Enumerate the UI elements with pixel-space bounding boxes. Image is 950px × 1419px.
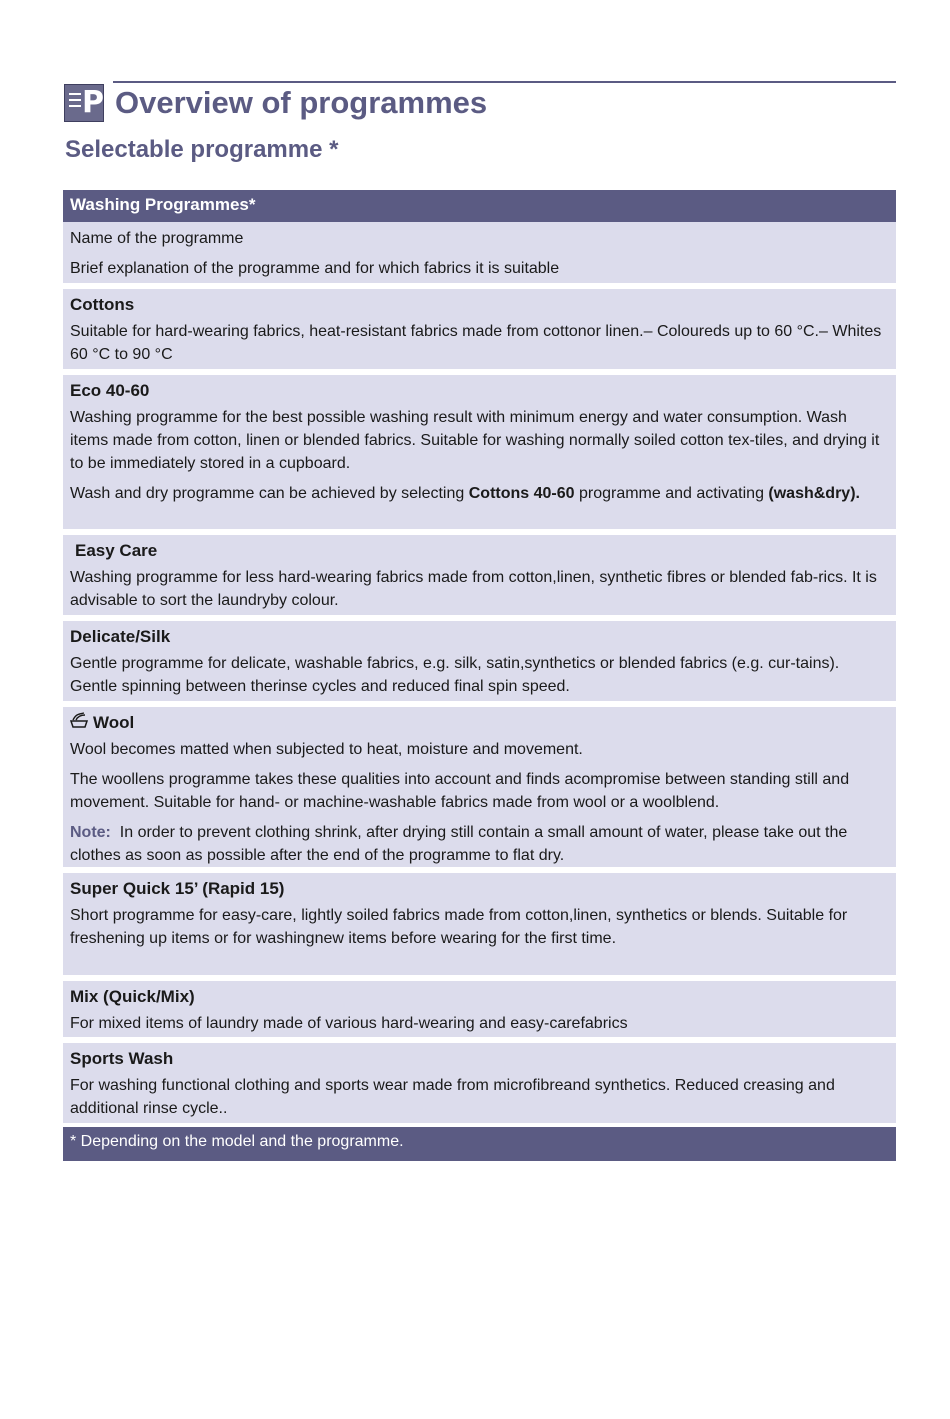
page-subtitle: Selectable programme * bbox=[65, 136, 339, 163]
wool-handwash-icon bbox=[70, 711, 88, 735]
table-row-super-quick bbox=[63, 873, 896, 975]
programmes-table bbox=[63, 190, 896, 1161]
table-row-sports-wash bbox=[63, 1043, 896, 1123]
header-rule bbox=[113, 81, 896, 83]
table-row-intro bbox=[63, 222, 896, 283]
programme-name-row bbox=[70, 711, 889, 735]
programme-name: Super Quick 15’ (Rapid 15) bbox=[70, 879, 285, 898]
table-row-delicate-silk bbox=[63, 621, 896, 701]
programme-name: Wool bbox=[93, 713, 135, 732]
programme-name: Eco 40-60 bbox=[70, 381, 150, 400]
page-header bbox=[63, 81, 896, 125]
programme-name: Mix (Quick/Mix) bbox=[70, 987, 195, 1006]
programme-name: Delicate/Silk bbox=[70, 627, 171, 646]
programme-name: Cottons bbox=[70, 295, 135, 314]
programme-description: Washing programme for less hard-wearing fabrics made from cotton,linen, synthetic fibres or blended fab-rics. It is advisable to sort the laundryby colour. bbox=[70, 569, 877, 609]
programme-description: Gentle programme for delicate, washable fabrics, e.g. silk, satin,synthetics or blended fabrics (e.g. cur-tains). Gentle spinning between therinse cycles and reduced final spin speed. bbox=[70, 655, 840, 695]
table-row-eco bbox=[63, 375, 896, 529]
table-row-easy-care bbox=[63, 535, 896, 615]
programme-name: Easy Care bbox=[75, 541, 158, 560]
programme-description: Suitable for hard-wearing fabrics, heat-resistant fabrics made from cottonor linen.– Coloureds up to 60 °C.– Whites 60 °C to 90 °C bbox=[70, 323, 882, 363]
section-icon-letter: P bbox=[82, 85, 104, 120]
programme-name: Sports Wash bbox=[70, 1049, 174, 1068]
note-label: Note: bbox=[70, 824, 111, 841]
intro-line-explanation: Brief explanation of the programme and for which fabrics it is suitable bbox=[70, 260, 560, 277]
programme-description: For washing functional clothing and sports wear made from microfibreand synthetics. Reduced creasing and additional rinse cycle.. bbox=[70, 1077, 835, 1117]
programme-section-icon bbox=[64, 84, 104, 122]
page-title: Overview of programmes bbox=[115, 85, 488, 120]
programme-note: Note: In order to prevent clothing shrink, after drying still contain a small amount of water, please take out the clothes as soon as possible after the end of the programme to flat dry. bbox=[70, 824, 848, 864]
table-row-mix bbox=[63, 981, 896, 1037]
table-header: Washing Programmes* bbox=[63, 190, 896, 222]
programme-description: Washing programme for the best possible washing result with minimum energy and water consumption. Wash items made from cotton, linen or blended fabrics. Suitable for washing normally soiled cotton tex-tiles, and drying it to be immediately stored in a cupboard. bbox=[70, 409, 880, 472]
programme-description-2: The woollens programme takes these qualities into account and finds acompromise between standing still and movement. Suitable for hand- or machine-washable fabrics made from wool or a woolblend. bbox=[70, 771, 850, 811]
intro-line-name: Name of the programme bbox=[70, 230, 244, 247]
table-row-cottons bbox=[63, 289, 896, 369]
programme-description: For mixed items of laundry made of various hard-wearing and easy-carefabrics bbox=[70, 1015, 628, 1032]
programme-description: Short programme for easy-care, lightly soiled fabrics made from cotton,linen, synthetics or blends. Suitable for freshening up items or for washingnew items before wearing for the first time. bbox=[70, 907, 848, 947]
table-footnote: * Depending on the model and the programme. bbox=[63, 1127, 896, 1161]
programme-description: Wool becomes matted when subjected to heat, moisture and movement. bbox=[70, 741, 583, 758]
programme-description-2: Wash and dry programme can be achieved by selecting Cottons 40-60 programme and activating (wash&dry). bbox=[70, 485, 860, 502]
table-row-wool bbox=[63, 707, 896, 867]
